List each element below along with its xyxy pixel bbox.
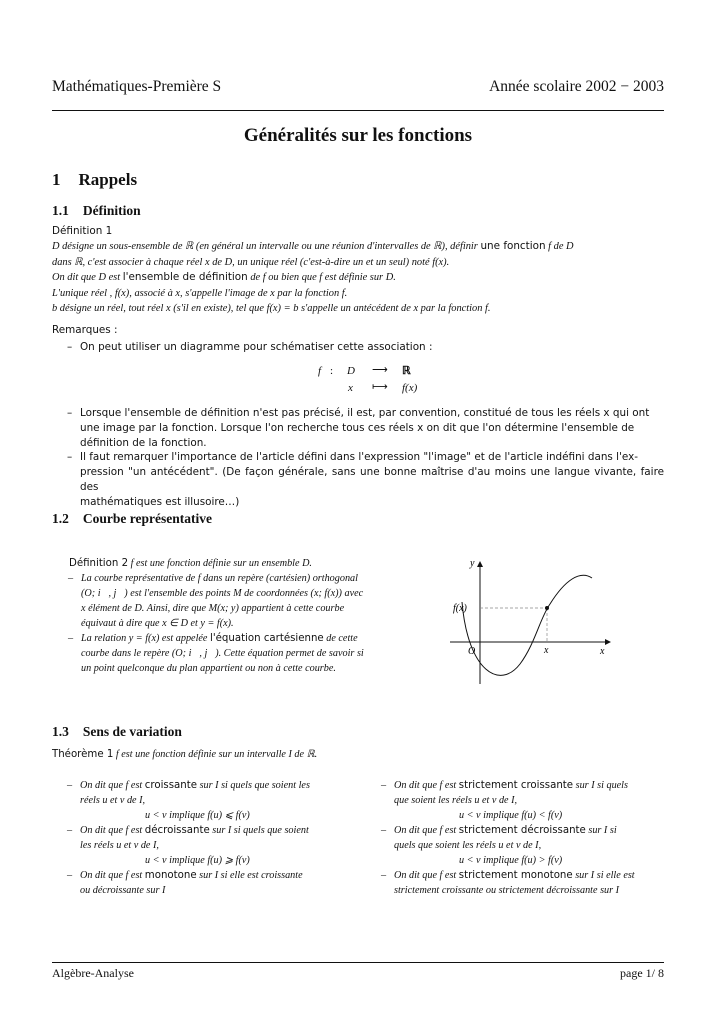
arrow-icon: ⟶ — [372, 364, 388, 376]
page-title: Généralités sur les fonctions — [243, 125, 473, 146]
list-item: – On dit que f est strictement décroissante sur I si quels que soient les réels u et v de I, u < v implique f(u) > f(v) — [394, 823, 666, 868]
y-axis-label: y — [470, 558, 475, 569]
definition-1-line-2: dans ℝ, c'est associer à chaque réel x de D, un unique réel (c'est-à-dire un et un seul) noté f(x). — [52, 256, 450, 268]
origin-label: O — [468, 646, 476, 657]
list-item: – On dit que f est strictement croissante sur I si quels que soient les réels u et v de I, u < v implique f(u) < f(v) — [394, 778, 666, 823]
remarks-label: Remarques : — [52, 324, 118, 336]
function-graph — [440, 552, 615, 687]
definition-1-line-5: b désigne un réel, tout réel x (s'il en existe), tel que f(x) = b s'appelle un antécédent de x par la fonction f. — [52, 303, 491, 315]
fx-label: f(x) — [453, 603, 467, 614]
theorem-1: Théorème 1 f est une fonction définie sur un intervalle I de ℝ. — [52, 749, 318, 760]
definition-2-heading: Définition 2 f est une fonction définie sur un ensemble D. — [69, 558, 312, 569]
subsection-1-2-heading: 1.2 Courbe représentative — [52, 511, 212, 526]
definition-1-line-1: D désigne un sous-ensemble de ℝ (en général un intervalle ou une réunion d'intervalles de ℝ), définir une fonction f de D — [52, 240, 574, 253]
header-left: Mathématiques-Première S — [52, 78, 222, 95]
section-1-heading: 1 Rappels — [52, 170, 138, 189]
header-rule — [52, 110, 664, 111]
function-diagram: f : D ⟶ ℝ x ⟼ f(x) — [318, 364, 418, 394]
footer-left: Algèbre-Analyse — [52, 966, 134, 980]
subsection-1-1-heading: 1.1 Définition — [52, 203, 141, 218]
curve — [462, 575, 592, 675]
definition-1-label: Définition 1 — [52, 225, 113, 237]
list-item: – On dit que f est décroissante sur I si quels que soient les réels u et v de I, u < v implique f(u) ⩾ f(v) — [80, 823, 355, 868]
definition-2: Définition 2 f est une fonction définie sur un ensemble D. – La courbe représentative de f dans un repère (cartésien) orthogonal (O; i⃗, j⃗) est l'ensemble des points M de coordonnées (x; f(x)) avec x élément de D. Ainsi, dire que M(x; y) appartient à cette courbe équivaut à dire que x ∈ D et y = f(x). – La relation y = f(x) est appelée l'équation cartésienne de cette courbe dans le repère (O; i⃗, j⃗). Cette équation permet de savoir si un point quelconque du plan appartient ou non à cette courbe. — [69, 556, 384, 676]
footer-rule — [52, 962, 664, 963]
remark-1: – On peut utiliser un diagramme pour schématiser cette association : — [80, 340, 665, 355]
list-item: – On dit que f est croissante sur I si quels que soient les réels u et v de I, u < v implique f(u) ⩽ f(v) — [80, 778, 355, 823]
x-tick-label: x — [544, 645, 549, 656]
point-m — [545, 606, 549, 610]
definition-1-line-4: L'unique réel , f(x), associé à x, s'appelle l'image de x par la fonction f. — [52, 287, 348, 299]
variation-right-column — [394, 778, 666, 898]
subsection-1-3-heading: 1.3 Sens de variation — [52, 724, 182, 739]
remark-3: – Il faut remarquer l'importance de l'article défini dans l'expression "l'image" et de l'article indéfini dans l'ex- pression "un antécédent". (De façon générale, sans une bonne maîtrise d'au moins une langue vivante, faire des mathématiques est illusoire…) — [80, 450, 664, 510]
variation-left-column — [80, 778, 355, 898]
list-item: – On dit que f est monotone sur I si elle est croissante ou décroissante sur I — [80, 868, 355, 898]
list-item: – On dit que f est strictement monotone sur I si elle est strictement croissante ou strictement décroissante sur I — [394, 868, 666, 898]
x-axis-label: x — [600, 646, 605, 657]
page-number: page 1/ 8 — [620, 966, 664, 980]
definition-1-line-3: On dit que D est l'ensemble de définition de f ou bien que f est définie sur D. — [52, 271, 396, 284]
remark-2: – Lorsque l'ensemble de définition n'est pas précisé, il est, par convention, constitué de tous les réels x qui ont une image par la fonction. Lorsque l'on recherche tous ces réels x on dit que l'on détermine l'ensemble de définition de la fonction. — [80, 406, 664, 451]
definition-1 — [52, 224, 667, 316]
maps-to-icon: ⟼ — [372, 381, 388, 393]
header-right: Année scolaire 2002 − 2003 — [489, 78, 664, 95]
